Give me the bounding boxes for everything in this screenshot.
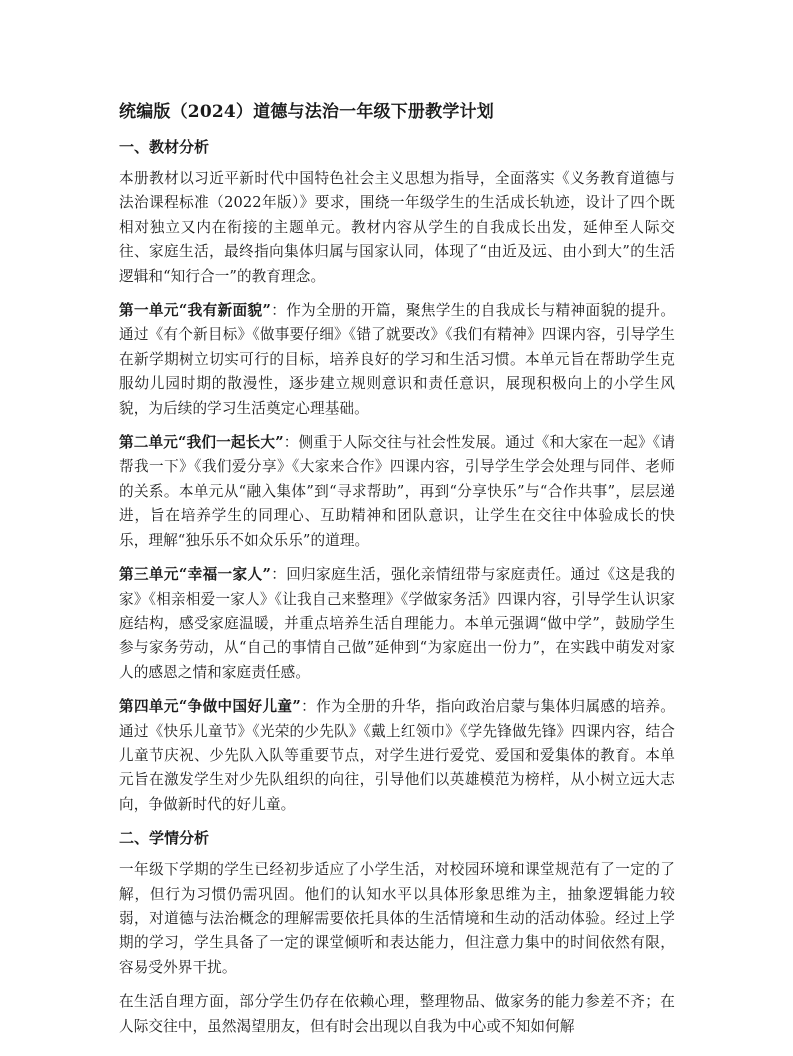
section-student-analysis (119, 827, 675, 1039)
unit-4-label: 第四单元“争做中国好儿童” (119, 698, 301, 716)
paragraph-text: ：作为全册的升华，指向政治启蒙与集体归属感的培养。通过《快乐儿童节》《光荣的少先队》《戴上红领巾》《学先锋做先锋》四课内容，结合儿童节庆祝、少先队入队等重要节点，对学生进行爱党、爱国和爱集体的教育。本单元旨在激发学生对少先队组织的向往，引导他们以英雄模范为榜样，从小树立远大志向，争做新时代的好儿童。 (119, 698, 675, 813)
paragraph-unit-1 (119, 299, 675, 421)
paragraph-student-self-care (119, 990, 675, 1039)
paragraph-unit-3 (119, 563, 675, 685)
paragraph-unit-2 (119, 431, 675, 553)
paragraph-text: ：回归家庭生活，强化亲情纽带与家庭责任。通过《这是我的家》《相亲相爱一家人》《让我自己来整理》《学做家务活》四课内容，引导学生认识家庭结构，感受家庭温暖，并重点培养生活自理能力。本单元强调“做中学”，鼓励学生参与家务劳动，从“自己的事情自己做”延伸到“为家庭出一份力”，在实践中萌发对家人的感恩之情和家庭责任感。 (119, 566, 676, 681)
section-heading-textbook-analysis: 一、教材分析 (119, 138, 210, 156)
paragraph-overview (119, 167, 675, 289)
paragraph-text: 在生活自理方面，部分学生仍存在依赖心理，整理物品、做家务的能力参差不齐；在人际交往中，虽然渴望朋友，但有时会出现以自我为中心或不知如何解 (119, 993, 675, 1035)
paragraph-text: 本册教材以习近平新时代中国特色社会主义思想为指导，全面落实《义务教育道德与法治课程标准（2022年版）》要求，围绕一年级学生的生活成长轨迹，设计了四个既相对独立又内在衔接的主题单元。教材内容从学生的自我成长出发，延伸至人际交往、家庭生活，最终指向集体归属与国家认同，体现了“由近及远、由小到大”的生活逻辑和“知行合一”的教育理念。 (119, 170, 675, 285)
section-heading-student-analysis: 二、学情分析 (119, 829, 210, 848)
paragraph-text: ：作为全册的开篇，聚焦学生的自我成长与精神面貌的提升。通过《有个新目标》《做事要仔细》《错了就要改》《我们有精神》四课内容，引导学生在新学期树立切实可行的目标，培养良好的学习和生活习惯。本单元旨在帮助学生克服幼儿园时期的散漫性，逐步建立规则意识和责任意识，展现积极向上的小学生风貌，为后续的学习生活奠定心理基础。 (119, 302, 676, 417)
paragraph-text: 一年级下学期的学生已经初步适应了小学生活，对校园环境和课堂规范有了一定的了解，但行为习惯仍需巩固。他们的认知水平以具体形象思维为主，抽象逻辑能力较弱，对道德与法治概念的理解需要依托具体的生活情境和生动的活动体验。经过上学期的学习，学生具备了一定的课堂倾听和表达能力，但注意力集中的时间依然有限，容易受外界干扰。 (119, 861, 675, 976)
unit-3-label: 第三单元“幸福一家人” (119, 566, 271, 584)
section-textbook-analysis (119, 136, 675, 817)
document-page (119, 100, 675, 1049)
unit-2-label: 第二单元“我们一起长大” (119, 434, 284, 452)
paragraph-unit-4 (119, 695, 675, 817)
paragraph-text: ：侧重于人际交往与社会性发展。通过《和大家在一起》《请帮我一下》《我们爱分享》《大家来合作》四课内容，引导学生学会处理与同伴、老师的关系。本单元从“融入集体”到“寻求帮助”，再到“分享快乐”与“合作共事”，层层递进，旨在培养学生的同理心、互助精神和团队意识，让学生在交往中体验成长的快乐，理解“独乐乐不如众乐乐”的道理。 (119, 434, 675, 549)
unit-1-label: 第一单元“我有新面貌” (119, 302, 271, 320)
paragraph-student-overview (119, 858, 675, 980)
document-title: 统编版（2024）道德与法治一年级下册教学计划 (119, 102, 494, 122)
